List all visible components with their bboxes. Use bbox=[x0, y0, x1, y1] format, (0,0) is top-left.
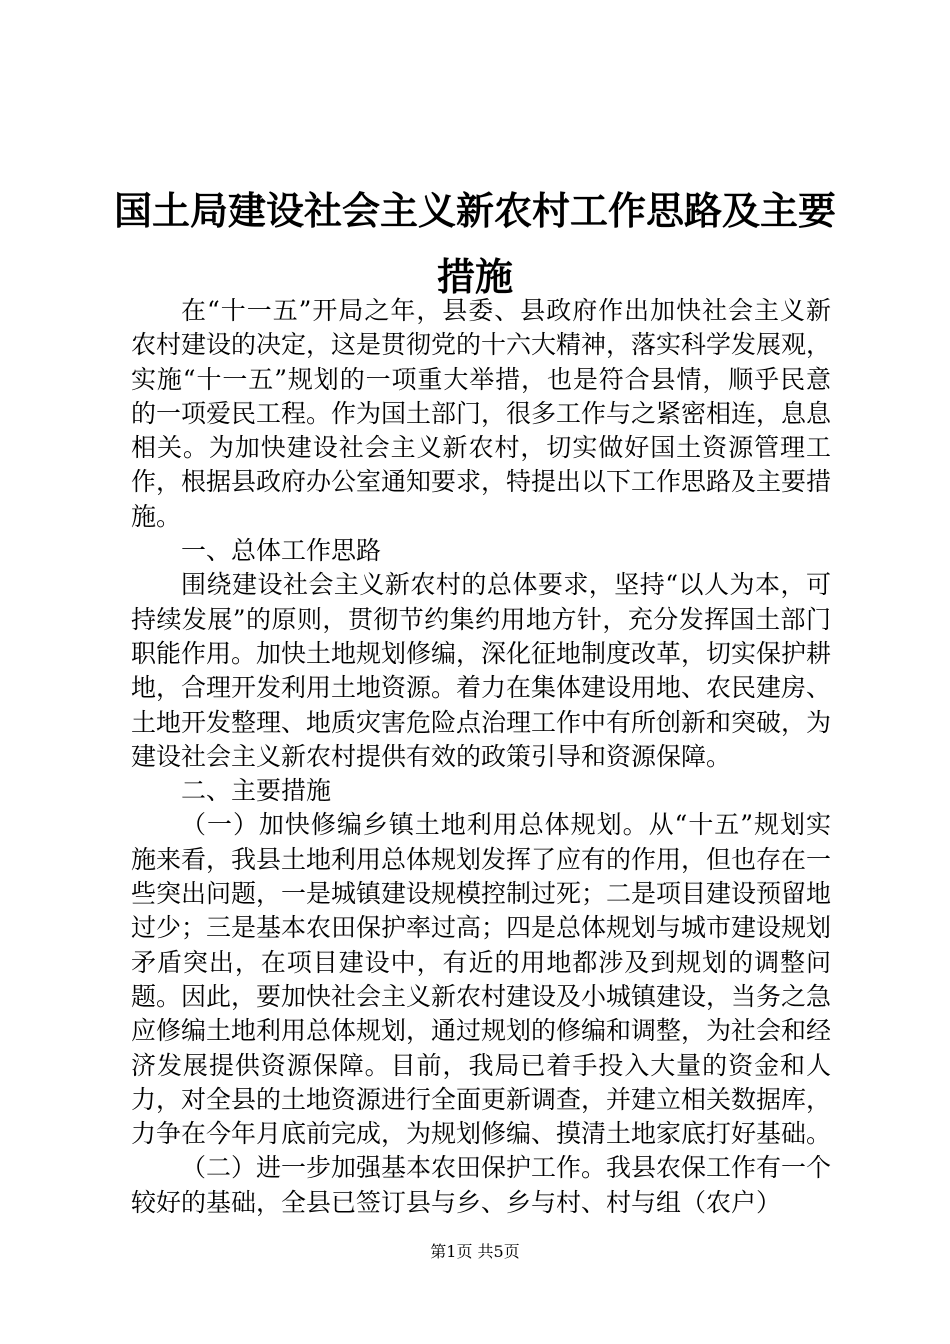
page-number-footer: 第1页 共5页 bbox=[430, 1242, 520, 1261]
section-heading-main-measures: 二、主要措施 bbox=[181, 776, 332, 806]
paragraph-measure-2: （二）进一步加强基本农田保护工作。我县农保工作有一个较好的基础，全县已签订县与乡、乡与村、村与组（农户） bbox=[131, 1153, 832, 1217]
paragraph-intro: 在“十一五”开局之年，县委、县政府作出加快社会主义新农村建设的决定，这是贯彻党的十六大精神，落实科学发展观，实施“十一五”规划的一项重大举措，也是符合县情，顺乎民意的一项爱民工程。作为国土部门，很多工作与之紧密相连，息息相关。为加快建设社会主义新农村，切实做好国土资源管理工作，根据县政府办公室通知要求，特提出以下工作思路及主要措施。 bbox=[131, 296, 832, 531]
paragraph-measure-1: （一）加快修编乡镇土地利用总体规划。从“十五”规划实施来看，我县土地利用总体规划发挥了应有的作用，但也存在一些突出问题，一是城镇建设规模控制过死；二是项目建设预留地过少；三是基本农田保护率过高；四是总体规划与城市建设规划矛盾突出，在项目建设中，有近的用地都涉及到规划的调整问题。因此，要加快社会主义新农村建设及小城镇建设，当务之急应修编土地利用总体规划，通过规划的修编和调整，为社会和经济发展提供资源保障。目前，我局已着手投入大量的资金和人力，对全县的土地资源进行全面更新调查，并建立相关数据库，力争在今年月底前完成，为规划修编、摸清土地家底打好基础。 bbox=[131, 810, 832, 1149]
document-body bbox=[131, 294, 831, 1220]
document-title: 国土局建设社会主义新农村工作思路及主要措施 bbox=[113, 188, 836, 299]
paragraph-overall-approach: 围绕建设社会主义新农村的总体要求，坚持“以人为本，可持续发展”的原则，贯彻节约集约用地方针，充分发挥国土部门职能作用。加快土地规划修编，深化征地制度改革，切实保护耕地，合理开发利用土地资源。着力在集体建设用地、农民建房、土地开发整理、地质灾害危险点治理工作中有所创新和突破，为建设社会主义新农村提供有效的政策引导和资源保障。 bbox=[131, 570, 832, 771]
section-heading-overall-approach: 一、总体工作思路 bbox=[181, 536, 382, 566]
